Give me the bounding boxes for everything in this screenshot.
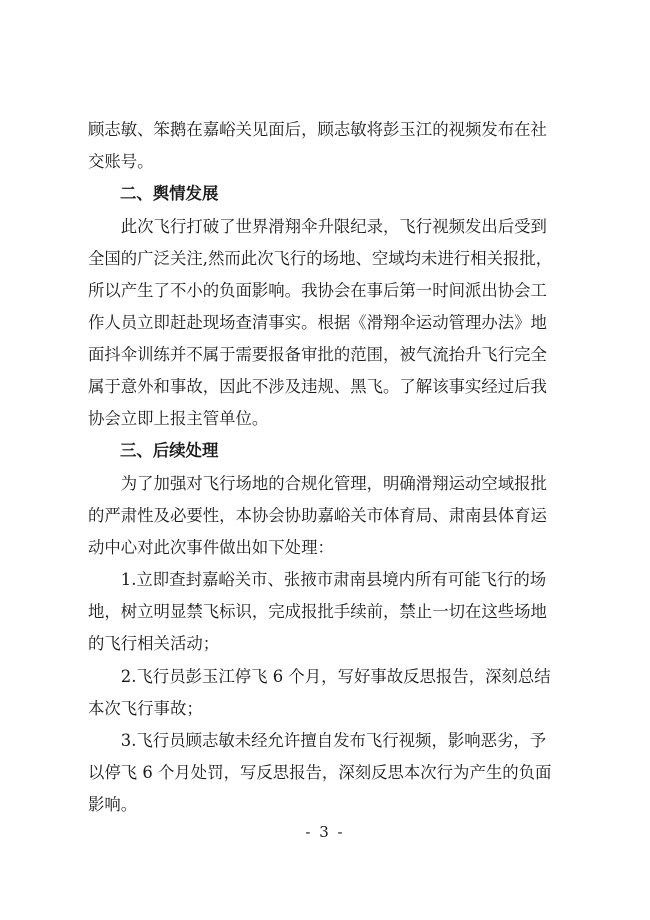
list-item-line: 本次飞行事故；	[88, 699, 203, 718]
body-line: 所以产生了不小的负面影响。我协会在事后第一时间派出协会工	[88, 281, 547, 300]
body-line: 属于意外和事故，因此不涉及违规、黑飞。了解该事实经过后我	[88, 377, 547, 396]
section-heading-public-opinion: 二、舆情发展	[120, 184, 219, 203]
section-heading-follow-up: 三、后续处理	[120, 441, 219, 460]
body-line: 的严肃性及必要性，本协会协助嘉峪关市体育局、肃南县体育运	[88, 506, 547, 525]
body-line: 为了加强对飞行场地的合规化管理，明确滑翔运动空域报批	[88, 474, 547, 493]
body-line: 面抖伞训练并不属于需要报备审批的范围，被气流抬升飞行完全	[88, 345, 547, 364]
body-line: 全国的广泛关注,然而此次飞行的场地、空域均未进行相关报批，	[88, 249, 553, 268]
list-item-line: 以停飞 6 个月处罚，写反思报告，深刻反思本次行为产生的负面	[88, 763, 552, 782]
body-line: 顾志敏、笨鹅在嘉峪关见面后，顾志敏将彭玉江的视频发布在社	[88, 120, 547, 139]
list-item-line: 1.立即查封嘉峪关市、张掖市肃南县境内所有可能飞行的场	[88, 570, 547, 589]
list-item-line: 的飞行相关活动；	[88, 634, 220, 653]
list-item-line: 3.飞行员顾志敏未经允许擅自发布飞行视频，影响恶劣，予	[88, 731, 547, 750]
page-number: - 3 -	[305, 823, 345, 841]
list-item-line: 2.飞行员彭玉江停飞 6 个月，写好事故反思报告，深刻总结	[88, 667, 551, 686]
list-item-line: 影响。	[88, 795, 138, 814]
body-line: 交账号。	[88, 152, 154, 171]
body-line: 此次飞行打破了世界滑翔伞升限纪录，飞行视频发出后受到	[88, 217, 547, 236]
body-line: 协会立即上报主管单位。	[88, 409, 269, 428]
body-line: 作人员立即赶赴现场查清事实。根据《滑翔伞运动管理办法》地	[88, 313, 547, 332]
body-line: 动中心对此次事件做出如下处理：	[88, 538, 334, 557]
list-item-line: 地，树立明显禁飞标识，完成报批手续前，禁止一切在这些场地	[88, 602, 547, 621]
